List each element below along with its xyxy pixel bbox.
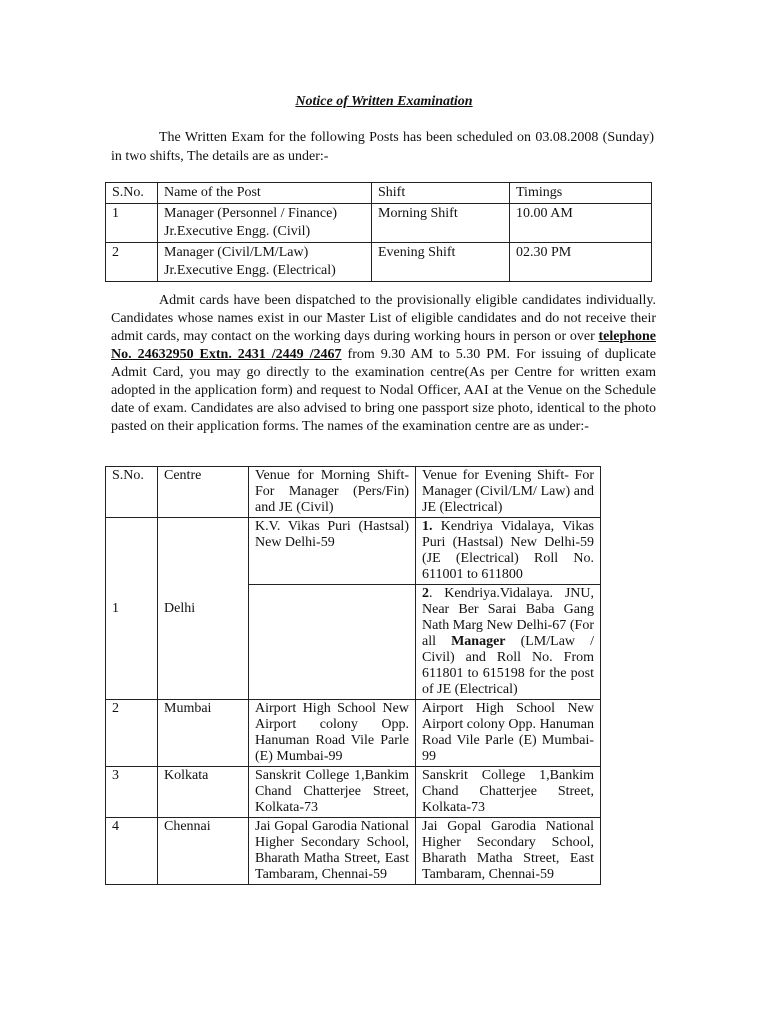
row-shift: Evening Shift [372, 243, 510, 282]
row-sno: 4 [106, 818, 158, 885]
table-header-row [106, 183, 652, 204]
row-sno: 1 [106, 204, 158, 243]
row-morning-venue: K.V. Vikas Puri (Hastsal) New Delhi-59 [249, 518, 416, 585]
header-timings: Timings [510, 183, 652, 204]
post-line: Manager (Civil/LM/Law) [164, 245, 309, 260]
post-line: Jr.Executive Engg. (Civil) [164, 224, 311, 239]
row-timing: 10.00 AM [510, 204, 652, 243]
venue-number: 1. [422, 519, 433, 534]
post-line: Manager (Personnel / Finance) [164, 206, 337, 221]
row-evening-venue: Sanskrit College 1,Bankim Chand Chatterjee Street, Kolkata-73 [416, 767, 601, 818]
posts-table [105, 182, 652, 282]
row-evening-venue: Jai Gopal Garodia National Higher Secondary School, Bharath Matha Street, East Tambaram, Chennai-59 [416, 818, 601, 885]
admit-text-part1: Admit cards have been dispatched to the provisionally eligible candidates individually. Candidates whose names exist in our Master List of eligible candidates and do not receive their admit cards, may contact on the working days during working hours in person or over [111, 293, 656, 344]
row-morning-venue: Sanskrit College 1,Bankim Chand Chatterjee Street, Kolkata-73 [249, 767, 416, 818]
table-header-row [106, 467, 601, 518]
venue-text: Kendriya Vidalaya, Vikas Puri (Hastsal) New Delhi-59 (JE (Electrical) Roll No. 611001 to 611800 [422, 519, 594, 582]
row-evening-venue: Airport High School New Airport colony Opp. Hanuman Road Vile Parle (E) Mumbai-99 [416, 700, 601, 767]
notice-title: Notice of Written Examination [295, 94, 473, 109]
header-sno: S.No. [106, 467, 158, 518]
row-centre: Chennai [158, 818, 249, 885]
admit-text-part2: from 9.30 AM to 5.30 PM. For issuing of duplicate Admit Card, you may go directly to the examination centre(As per Centre for written exam adopted in the application form) and request to Nodal Officer, AAI at the Venue on the Schedule date of exam. Candidates are also advised to bring one passport size photo, identical to the photo pasted on their application forms. The names of the examination centre are as under:- [111, 347, 656, 434]
row-centre: Mumbai [158, 700, 249, 767]
row-shift: Morning Shift [372, 204, 510, 243]
row-post [158, 243, 372, 282]
venue-text: . Kendriya.Vidalaya. JNU, Near Ber Sarai Baba Gang Nath Marg New Delhi-67 (For all [422, 586, 594, 649]
venue-text: (LM/Law / Civil) and Roll No. From 611801 to 615198 for the post of JE (Electrical) [422, 634, 594, 697]
table-row [106, 204, 652, 243]
row-timing: 02.30 PM [510, 243, 652, 282]
row-evening-venue [416, 518, 601, 585]
header-post: Name of the Post [158, 183, 372, 204]
row-sno: 2 [106, 243, 158, 282]
row-centre: Delhi [158, 518, 249, 700]
row-centre: Kolkata [158, 767, 249, 818]
header-sno: S.No. [106, 183, 158, 204]
header-morning-venue: Venue for Morning Shift- For Manager (Pers/Fin) and JE (Civil) [249, 467, 416, 518]
row-morning-venue: Airport High School New Airport colony Opp. Hanuman Road Vile Parle (E) Mumbai-99 [249, 700, 416, 767]
post-line: Jr.Executive Engg. (Electrical) [164, 263, 336, 278]
table-row [106, 243, 652, 282]
table-row [106, 700, 601, 767]
row-evening-venue [416, 585, 601, 700]
table-row [106, 767, 601, 818]
intro-paragraph: The Written Exam for the following Posts has been scheduled on 03.08.2008 (Sunday) in two shifts, The details are as under:- [111, 130, 654, 164]
header-centre: Centre [158, 467, 249, 518]
row-morning-venue-empty [249, 585, 416, 700]
row-morning-venue: Jai Gopal Garodia National Higher Secondary School, Bharath Matha Street, East Tambaram, Chennai-59 [249, 818, 416, 885]
row-sno: 1 [106, 518, 158, 700]
header-shift: Shift [372, 183, 510, 204]
row-sno: 2 [106, 700, 158, 767]
table-row [106, 818, 601, 885]
venue-bold-text: Manager [451, 634, 506, 649]
header-evening-venue: Venue for Evening Shift- For Manager (Civil/LM/ Law) and JE (Electrical) [416, 467, 601, 518]
table-row [106, 518, 601, 585]
centres-table [105, 466, 601, 885]
row-post [158, 204, 372, 243]
row-sno: 3 [106, 767, 158, 818]
admit-card-paragraph [111, 292, 656, 436]
venue-number: 2 [422, 586, 429, 601]
telephone-number: telephone No. 24632950 Extn. 2431 /2449 /2467 [111, 329, 657, 362]
